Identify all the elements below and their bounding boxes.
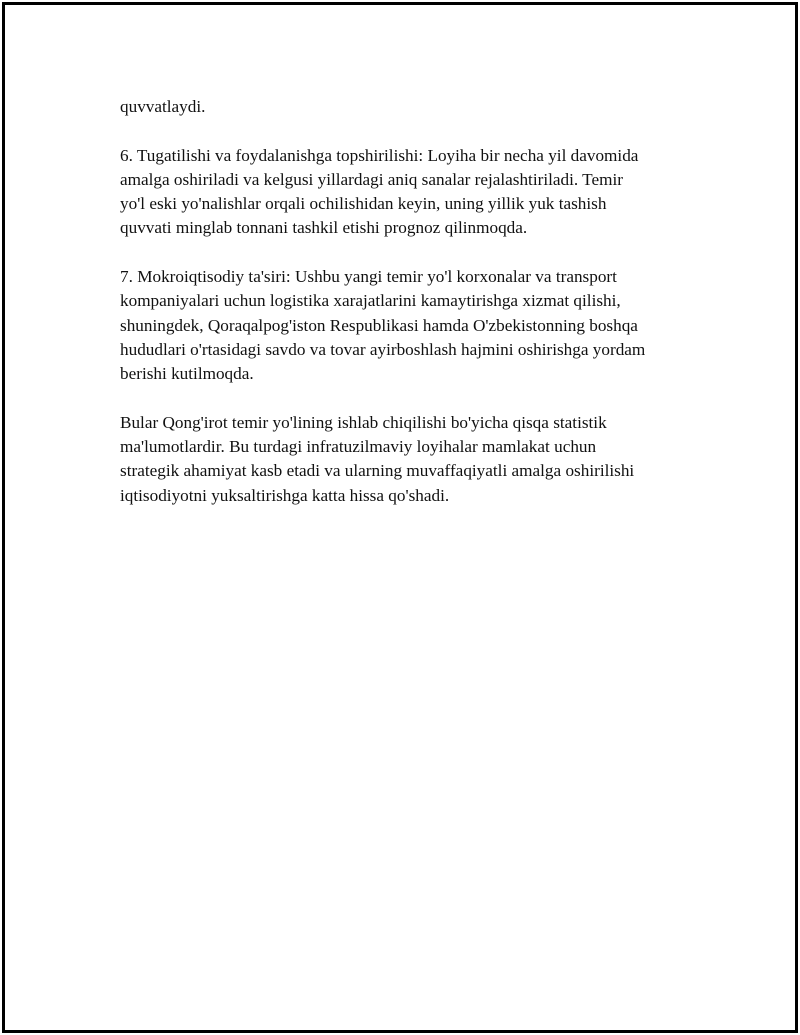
document-body xyxy=(120,95,710,532)
page-frame xyxy=(2,2,798,1033)
paragraph-conclusion: Bular Qong'irot temir yo'lining ishlab chiqilishi bo'yicha qisqa statistik ma'lumotlardir. Bu turdagi infratuzilmaviy loyihalar mamlakat uchun strategik ahamiyat kasb etadi va ularning muvaffaqiyatli amalga oshirilishi iqtisodiyotni yuksaltirishga katta hissa qo'shadi. xyxy=(120,412,635,505)
paragraph-continuation: quvvatlaydi. xyxy=(120,97,206,116)
paragraph-commissioning: 6. Tugatilishi va foydalanishga topshirilishi: Loyiha bir necha yil davomida amalga oshiriladi va kelgusi yillardagi aniq sanalar rejalashtiriladi. Temir yo'l eski yo'nalishlar orqali ochilishidan keyin, uning yillik yuk tashish quvvati minglab tonnani tashkil etishi prognoz qilinmoqda. xyxy=(120,145,639,238)
paragraph-macroeconomic-impact: 7. Mokroiqtisodiy ta'siri: Ushbu yangi temir yo'l korxonalar va transport kompaniyalari uchun logistika xarajatlarini kamaytirishga xizmat qilishi, shuningdek, Qoraqalpog'iston Respublikasi hamda O'zbekistonning boshqa hududlari o'rtasidagi savdo va tovar ayirboshlash hajmini oshirishga yordam berishi kutilmoqda. xyxy=(120,267,646,384)
